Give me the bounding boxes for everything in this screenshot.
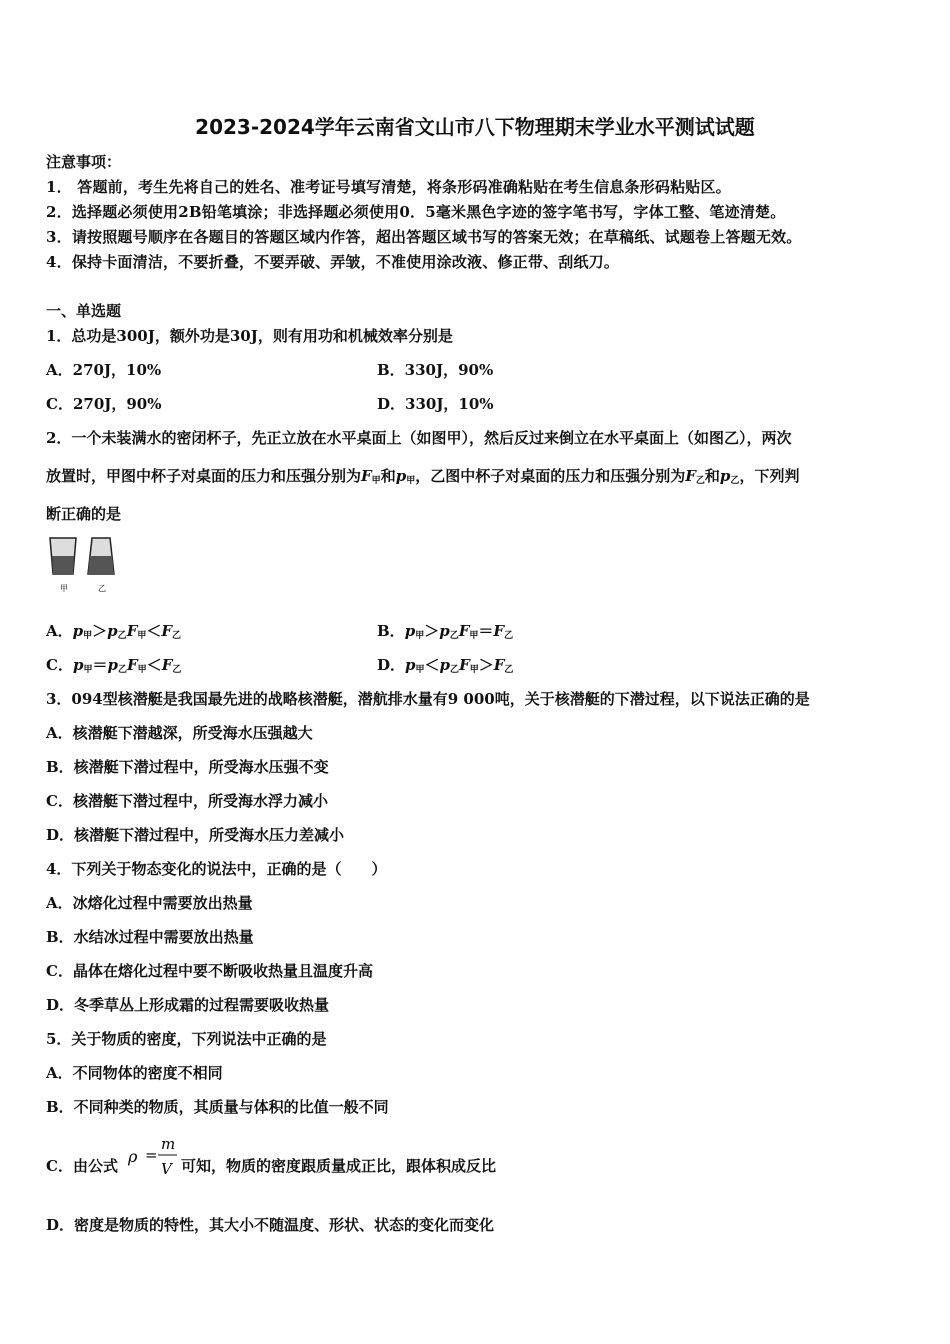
figure-label-jia: 甲 — [60, 584, 68, 593]
q5-stem: 5．关于物质的密度，下列说法中正确的是 — [46, 1030, 327, 1048]
subscript-jia: 甲 — [469, 631, 479, 641]
subscript-jia: 甲 — [371, 476, 381, 486]
comparison-sign: ＞ — [92, 622, 108, 640]
symbol-p: p — [405, 656, 416, 674]
comparison-sign: ＝ — [478, 622, 494, 640]
subscript-jia: 甲 — [406, 476, 416, 486]
q3-option-d: D．核潜艇下潜过程中，所受海水压力差减小 — [46, 826, 345, 844]
q2-text: ，下列判 — [739, 467, 800, 485]
notice-heading: 注意事项： — [46, 153, 122, 171]
symbol-p: p — [72, 656, 84, 674]
subscript-jia: 甲 — [415, 665, 425, 675]
q2-option-b — [377, 620, 513, 647]
symbol-p: p — [439, 622, 450, 640]
symbol-p: p — [107, 622, 118, 640]
subscript-yi: 乙 — [730, 476, 740, 486]
subscript-jia: 甲 — [83, 631, 93, 641]
q5-option-a: A．不同物体的密度不相同 — [46, 1064, 223, 1082]
section-heading: 一、单选题 — [46, 302, 122, 320]
formula-denominator: V — [161, 1160, 172, 1178]
comparison-sign: ＞ — [478, 656, 494, 674]
symbol-p: p — [719, 467, 731, 485]
symbol-F: F — [126, 622, 138, 640]
cups-figure — [46, 534, 126, 594]
formula-equals: = — [145, 1146, 158, 1164]
subscript-jia: 甲 — [415, 631, 425, 641]
q1-option-c: C．270J，90% — [46, 395, 162, 413]
q2-option-c — [46, 654, 181, 681]
q3-stem: 3．094型核潜艇是我国最先进的战略核潜艇，潜航排水量有9 000吨，关于核潜艇的下潜过程，以下说法正确的是 — [46, 690, 810, 708]
q2-text: 和 — [704, 467, 720, 485]
formula-numerator: m — [161, 1135, 176, 1153]
subscript-jia: 甲 — [137, 631, 147, 641]
comparison-sign: ＜ — [146, 656, 162, 674]
notice-item-3: 3．请按照题号顺序在各题目的答题区域内作答，超出答题区域书写的答案无效；在草稿纸、试题卷上答题无效。 — [46, 228, 802, 246]
q4-option-b: B．水结冰过程中需要放出热量 — [46, 928, 254, 946]
symbol-F: F — [685, 467, 696, 485]
cup-upright-icon — [50, 538, 76, 574]
subscript-yi: 乙 — [504, 665, 514, 675]
symbol-F: F — [459, 656, 470, 674]
comparison-sign: ＜ — [146, 622, 162, 640]
q3-option-b: B．核潜艇下潜过程中，所受海水压强不变 — [46, 758, 329, 776]
comparison-sign: ＜ — [424, 656, 440, 674]
q4-option-c: C．晶体在熔化过程中要不断吸收热量且温度升高 — [46, 962, 373, 980]
subscript-jia: 甲 — [137, 665, 147, 675]
page-title: 2023-2024学年云南省文山市八下物理期末学业水平测试试题 — [195, 115, 755, 139]
option-label: B． — [377, 622, 405, 640]
subscript-yi: 乙 — [504, 631, 514, 641]
subscript-jia: 甲 — [83, 665, 93, 675]
q5-option-c-post: 可知，物质的密度跟质量成正比，跟体积成反比 — [181, 1157, 497, 1175]
symbol-F: F — [127, 656, 138, 674]
subscript-jia: 甲 — [469, 665, 479, 675]
comparison-sign: ＝ — [92, 656, 108, 674]
cup-inverted-icon — [88, 538, 114, 574]
subscript-yi: 乙 — [117, 631, 127, 641]
q1-option-b: B．330J，90% — [377, 361, 494, 379]
figure-label-yi: 乙 — [98, 584, 106, 593]
q2-stem-line3: 断正确的是 — [46, 505, 122, 523]
symbol-F: F — [361, 467, 372, 485]
q2-option-a — [46, 620, 181, 647]
q1-option-d: D．330J，10% — [377, 395, 494, 413]
notice-item-1: 1． 答题前，考生先将自己的姓名、准考证号填写清楚，将条形码准确粘贴在考生信息条形码粘贴区。 — [46, 178, 731, 196]
subscript-yi: 乙 — [172, 665, 182, 675]
option-label: A． — [46, 622, 73, 640]
q4-option-a: A．冰熔化过程中需要放出热量 — [46, 894, 253, 912]
subscript-yi: 乙 — [449, 631, 459, 641]
subscript-yi: 乙 — [695, 476, 705, 486]
symbol-F: F — [161, 622, 173, 640]
formula-rho: ρ — [128, 1147, 138, 1166]
symbol-F: F — [493, 656, 505, 674]
q3-option-c: C．核潜艇下潜过程中，所受海水浮力减小 — [46, 792, 328, 810]
q4-option-d: D．冬季草丛上形成霜的过程需要吸收热量 — [46, 996, 330, 1014]
notice-item-2: 2．选择题必须使用2B铅笔填涂；非选择题必须使用0．5毫米黑色字迹的签字笔书写，字体工整、笔迹清楚。 — [46, 203, 786, 221]
symbol-F: F — [161, 656, 173, 674]
q2-text: ，乙图中杯子对桌面的压力和压强分别为 — [415, 467, 686, 485]
q2-stem-line2 — [46, 465, 799, 492]
symbol-p: p — [439, 656, 451, 674]
option-label: C． — [46, 656, 73, 674]
q5-option-c-pre: C．由公式 — [46, 1157, 118, 1175]
symbol-p: p — [72, 622, 84, 640]
subscript-yi: 乙 — [117, 665, 127, 675]
subscript-yi: 乙 — [172, 631, 182, 641]
comparison-sign: ＞ — [424, 622, 440, 640]
q1-stem: 1．总功是300J，额外功是30J，则有用功和机械效率分别是 — [46, 327, 453, 345]
symbol-F: F — [458, 622, 470, 640]
q2-text: 和 — [380, 467, 396, 485]
option-label: D． — [377, 656, 406, 674]
notice-item-4: 4．保持卡面清洁，不要折叠，不要弄破、弄皱，不准使用涂改液、修正带、刮纸刀。 — [46, 253, 620, 271]
symbol-p: p — [404, 622, 416, 640]
symbol-p: p — [107, 656, 118, 674]
q2-stem-line1: 2．一个未装满水的密闭杯子，先正立放在水平桌面上（如图甲），然后反过来倒立在水平桌面上（如图乙），两次 — [46, 429, 792, 447]
q5-option-b: B．不同种类的物质，其质量与体积的比值一般不同 — [46, 1098, 389, 1116]
q3-option-a: A．核潜艇下潜越深，所受海水压强越大 — [46, 724, 313, 742]
q2-option-d — [377, 654, 513, 681]
symbol-p: p — [395, 467, 407, 485]
density-formula — [125, 1133, 180, 1183]
q1-option-a: A．270J，10% — [46, 361, 162, 379]
symbol-F: F — [493, 622, 505, 640]
subscript-yi: 乙 — [450, 665, 460, 675]
q4-stem: 4．下列关于物态变化的说法中，正确的是（ ） — [46, 860, 387, 878]
q5-option-d: D．密度是物质的特性，其大小不随温度、形状、状态的变化而变化 — [46, 1216, 495, 1234]
q2-text: 放置时，甲图中杯子对桌面的压力和压强分别为 — [46, 467, 362, 485]
